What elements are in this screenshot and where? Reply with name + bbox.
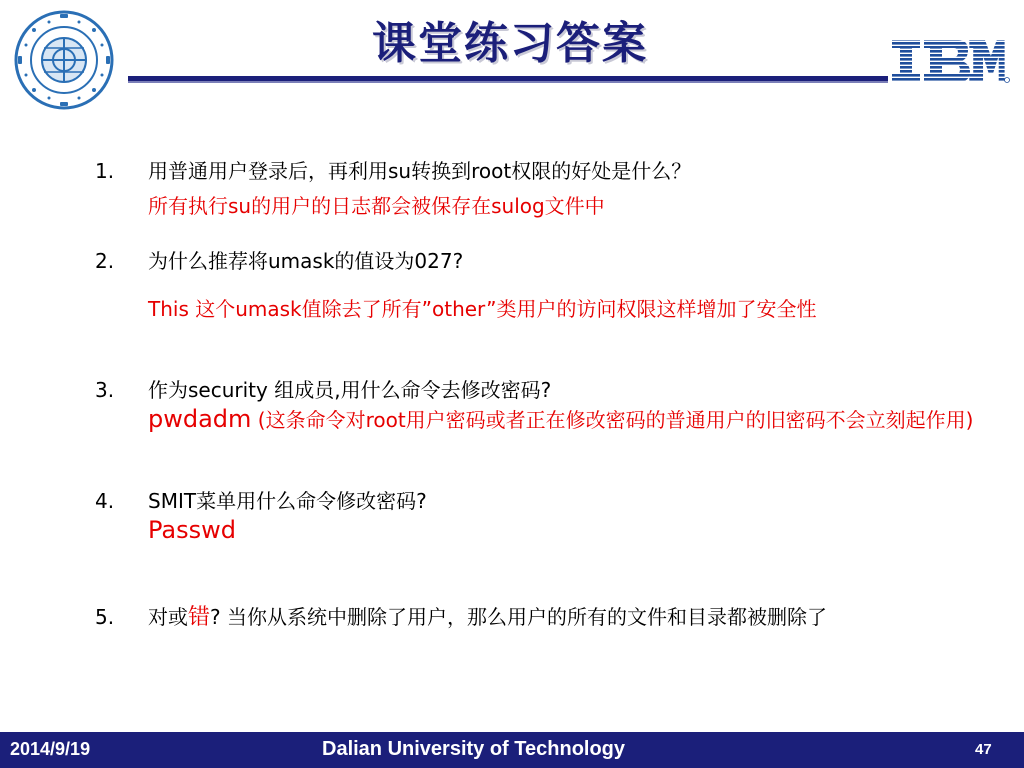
question-rest: ? 当你从系统中删除了用户，那么用户的所有的文件和目录都被删除了 — [210, 605, 827, 629]
item-number: 5. — [95, 605, 115, 629]
page-number: 47 — [975, 741, 992, 758]
answer-block — [148, 404, 1005, 434]
answer-note: (这条命令对root用户密码或者正在修改密码的普通用户的旧密码不会立刻起作用) — [251, 408, 974, 432]
item-number: 4. — [95, 489, 115, 513]
question-highlight: 错 — [188, 605, 211, 630]
answer-text: This 这个umask值除去了所有”other”类用户的访问权限这样增加了安全性 — [148, 297, 817, 321]
footer-date: 2014/9/19 — [10, 739, 91, 759]
slide-title: 课堂练习答案 — [372, 18, 648, 69]
question-text: 为什么推荐将umask的值设为027? — [148, 249, 464, 273]
answer-command: pwdadm — [148, 405, 252, 433]
footer-organization: Dalian University of Technology — [322, 738, 626, 760]
university-seal-icon — [14, 10, 114, 110]
question-text: 用普通用户登录后，再利用su转换到root权限的好处是什么？ — [148, 159, 692, 183]
question-text — [148, 603, 1005, 632]
answer-text: Passwd — [148, 516, 236, 544]
title-underline-shadow — [128, 81, 888, 83]
question-text: 作为security 组成员,用什么命令去修改密码? — [148, 378, 552, 402]
question-text: SMIT菜单用什么命令修改密码? — [148, 489, 427, 513]
item-number: 1. — [95, 159, 115, 183]
item-number: 3. — [95, 378, 115, 402]
slide-footer — [0, 732, 1024, 768]
question-prefix: 对或 — [148, 605, 188, 629]
answer-text: 所有执行su的用户的日志都会被保存在sulog文件中 — [148, 194, 605, 218]
item-number: 2. — [95, 249, 115, 273]
ibm-logo-icon — [888, 38, 1010, 84]
